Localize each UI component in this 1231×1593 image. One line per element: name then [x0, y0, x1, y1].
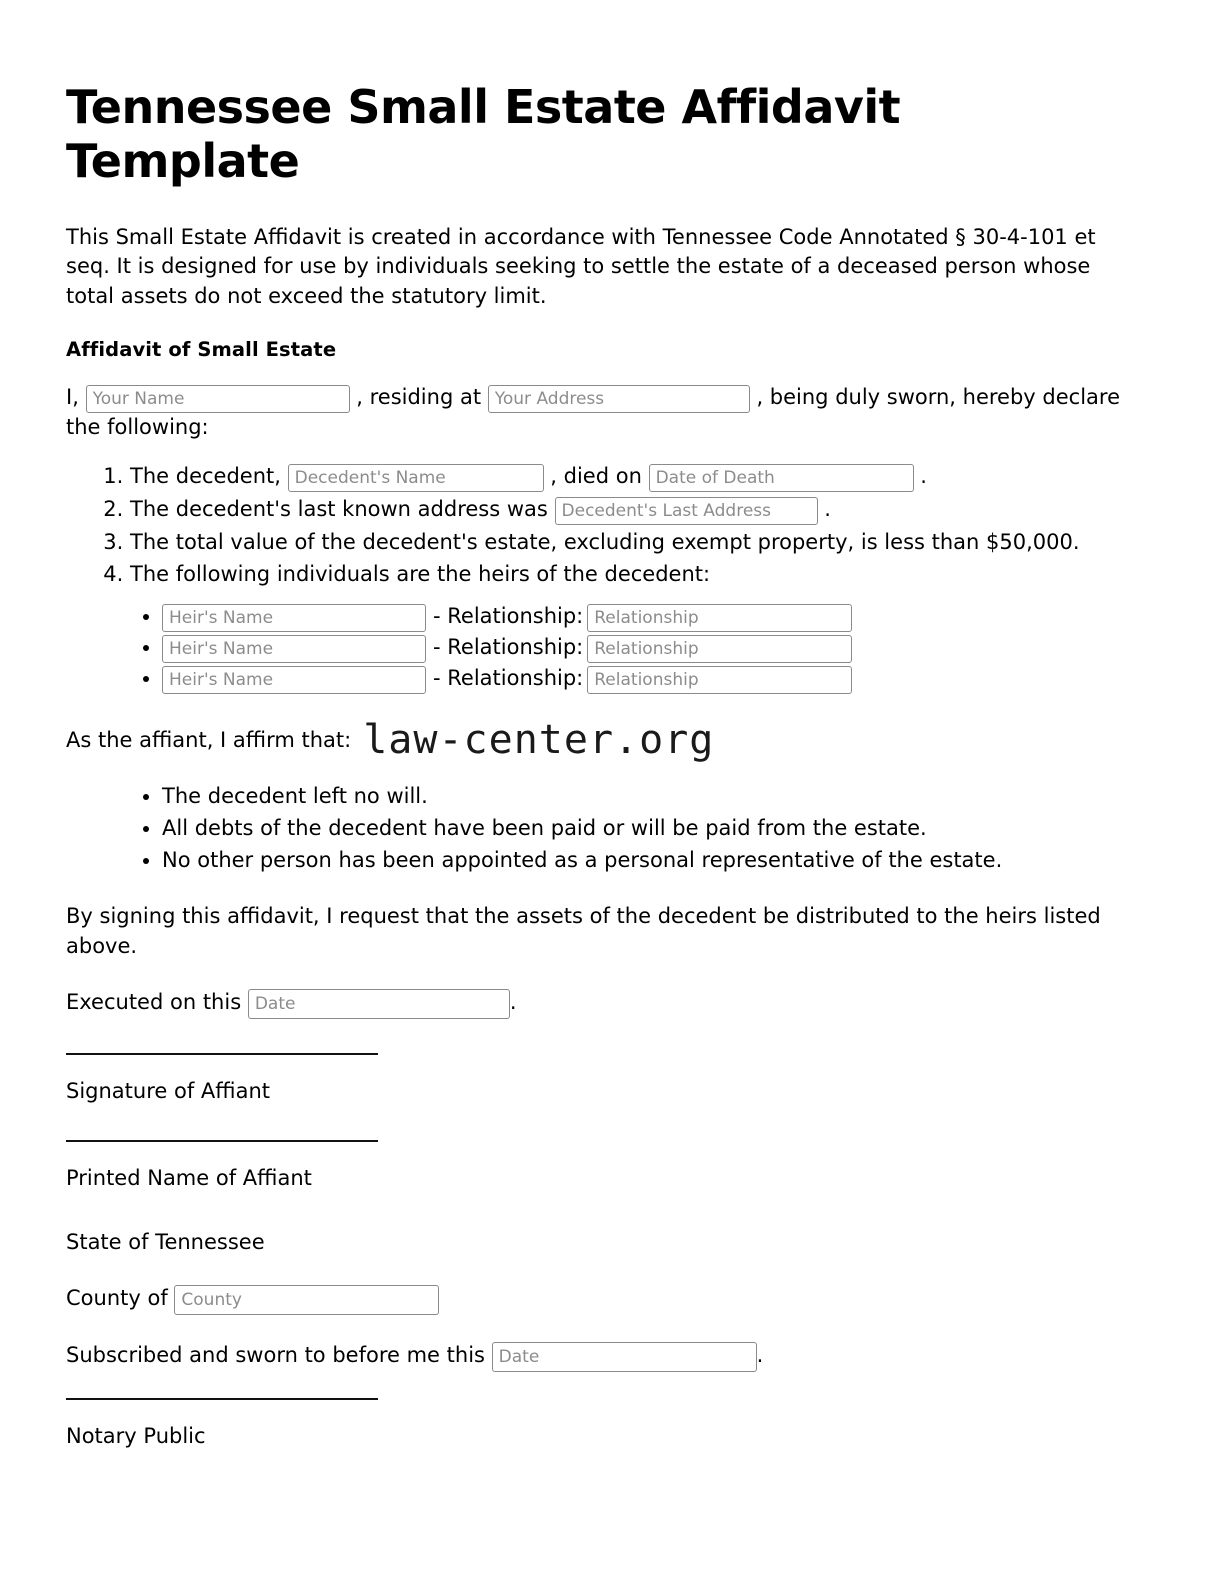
section-heading-affidavit: Affidavit of Small Estate — [66, 337, 337, 361]
list-item: • The decedent left no will. — [162, 782, 1165, 812]
notary-label: Notary Public — [66, 1423, 206, 1448]
heir-relationship-input-3[interactable] — [587, 666, 852, 694]
item2-prefix: The decedent's last known address was — [130, 496, 548, 521]
heirs-list — [66, 604, 1165, 694]
affirmation-lead-in: As the affiant, I affirm that: — [66, 727, 352, 752]
printed-name-label-affiant: Printed Name of Affiant — [66, 1166, 312, 1191]
list-item-estate-value: 3. The total value of the decedent's estate, excluding exempt property, is less than $50,000. — [130, 527, 1165, 557]
declaration-suffix: , being duly sworn, hereby declare the following: — [66, 384, 1120, 439]
heir-name-input-2[interactable] — [162, 635, 426, 663]
heir-name-input-1[interactable] — [162, 604, 426, 632]
list-item-decedent-death — [130, 461, 1165, 492]
sworn-date-input[interactable] — [492, 1342, 757, 1372]
decedent-name-input[interactable] — [288, 464, 544, 492]
your-address-input[interactable] — [488, 385, 750, 413]
heir-relationship-input-1[interactable] — [587, 604, 852, 632]
signature-line-affiant — [66, 1053, 378, 1055]
item1-middle: , died on — [550, 463, 642, 488]
item1-prefix: The decedent, — [130, 463, 281, 488]
heir-relationship-label-2: - Relationship: — [433, 634, 584, 659]
page-title: Tennessee Small Estate Affidavit Template — [66, 80, 901, 189]
subscribed-sworn-line — [66, 1341, 1165, 1372]
executed-on-line — [66, 988, 1165, 1019]
executed-suffix: . — [509, 989, 517, 1014]
county-input[interactable] — [174, 1285, 439, 1315]
decedent-last-address-input[interactable] — [555, 497, 818, 525]
list-item: • All debts of the decedent have been paid or will be paid from the estate. — [162, 814, 1165, 844]
county-prefix: County of — [66, 1285, 168, 1310]
declaration-numbered-list — [66, 461, 1165, 590]
item2-suffix: . — [824, 496, 831, 521]
signature-label-affiant: Signature of Affiant — [66, 1078, 270, 1103]
affirmation-list — [66, 782, 1165, 875]
closing-paragraph: By signing this affidavit, I request that the assets of the decedent be distributed to the heirs listed above. — [66, 903, 1101, 958]
sworn-suffix: . — [756, 1342, 764, 1367]
list-item — [162, 635, 1165, 663]
your-name-input[interactable] — [86, 385, 350, 413]
printed-name-line-affiant — [66, 1140, 378, 1142]
sworn-prefix: Subscribed and sworn to before me this — [66, 1342, 485, 1367]
county-line — [66, 1284, 1165, 1315]
heir-relationship-label-1: - Relationship: — [433, 603, 584, 628]
heir-relationship-input-2[interactable] — [587, 635, 852, 663]
list-item-heirs-intro: 4. The following individuals are the heirs of the decedent: — [130, 559, 1165, 589]
list-item-decedent-address — [130, 494, 1165, 525]
date-of-death-input[interactable] — [649, 464, 914, 492]
intro-paragraph: This Small Estate Affidavit is created in accordance with Tennessee Code Annotated § 30-4-101 et seq. It is designed for use by individuals seeking to settle the estate of a deceased person whose total assets do not exceed the statutory limit. — [66, 224, 1096, 309]
list-item — [162, 666, 1165, 694]
list-item: • No other person has been appointed as a personal representative of the estate. — [162, 846, 1165, 876]
item1-suffix: . — [920, 463, 927, 488]
executed-prefix: Executed on this — [66, 989, 242, 1014]
state-line: State of Tennessee — [66, 1230, 265, 1255]
declaration-line — [66, 383, 1136, 443]
declaration-middle: , residing at — [356, 384, 482, 409]
heir-name-input-3[interactable] — [162, 666, 426, 694]
site-watermark: law-center.org — [363, 716, 715, 763]
executed-date-input[interactable] — [248, 989, 510, 1019]
list-item — [162, 604, 1165, 632]
heir-relationship-label-3: - Relationship: — [433, 665, 584, 690]
affirmation-lead-in-line — [66, 712, 1165, 769]
declaration-prefix: I, — [66, 384, 79, 409]
signature-line-notary — [66, 1398, 378, 1400]
